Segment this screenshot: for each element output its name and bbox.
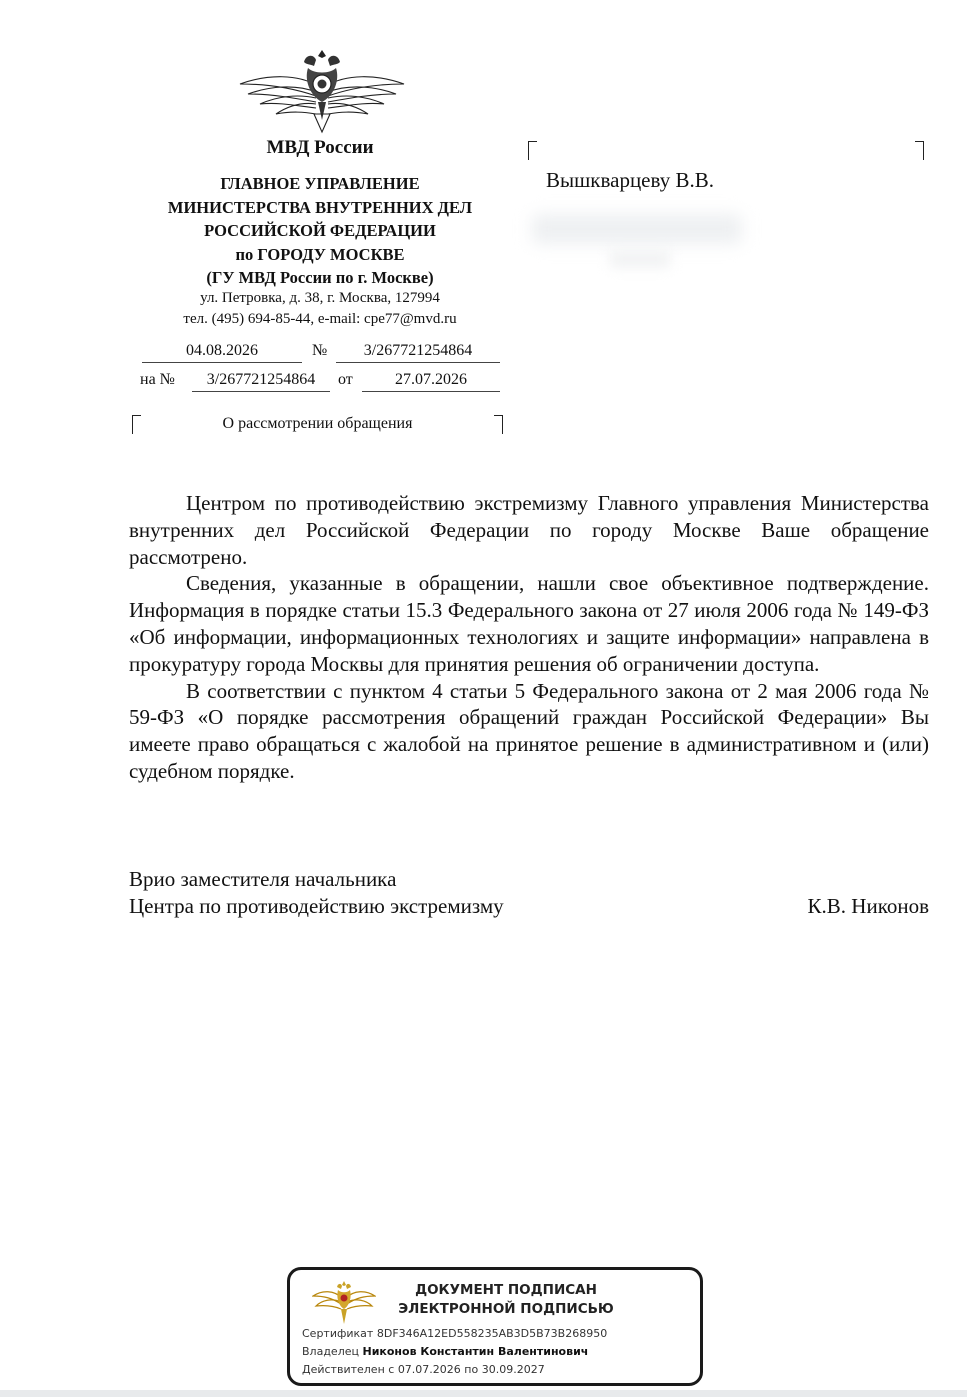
body-paragraph: В соответствии с пунктом 4 статьи 5 Федерального закона от 2 мая 2006 года № 59-ФЗ «О порядке рассмотрения обращений граждан Российской Федерации» Вы имеете право обращаться с жалобой на принятое решение в административном и (или) судебном порядке. xyxy=(129,678,929,783)
valid-to-label: по xyxy=(464,1363,479,1376)
org-line: (ГУ МВД России по г. Москве) xyxy=(206,268,434,287)
ref-from-label: от xyxy=(338,371,353,388)
stamp-title-line2: ЭЛЕКТРОННОЙ ПОДПИСЬЮ xyxy=(398,1301,614,1317)
mvd-emblem-icon xyxy=(312,1278,376,1328)
page-bottom-edge xyxy=(0,1390,967,1397)
corner-bracket xyxy=(528,141,537,160)
letter-body xyxy=(129,490,929,785)
stamp-validity xyxy=(302,1363,545,1376)
corner-bracket xyxy=(915,141,924,160)
certificate-label: Сертификат xyxy=(302,1327,374,1340)
subject-block xyxy=(130,413,505,437)
valid-label: Действителен с xyxy=(302,1363,395,1376)
org-line: РОССИЙСКОЙ ФЕДЕРАЦИИ xyxy=(204,221,436,240)
outgoing-number: 3/267721254864 xyxy=(336,341,500,363)
owner-label: Владелец xyxy=(302,1345,359,1358)
stamp-title xyxy=(386,1281,626,1319)
certificate-value: 8DF346A12ED558235AB3D5B73B268950 xyxy=(376,1327,608,1340)
signer-position-line1: Врио заместителя начальника xyxy=(129,867,397,891)
valid-to: 30.09.2027 xyxy=(481,1363,545,1376)
stamp-certificate xyxy=(302,1327,607,1340)
redacted-address xyxy=(532,214,742,244)
ref-date: 27.07.2026 xyxy=(362,370,500,392)
ref-number-label: на № xyxy=(140,371,175,388)
ref-number: 3/267721254864 xyxy=(192,370,330,392)
org-full-name xyxy=(130,172,510,290)
outgoing-date: 04.08.2026 xyxy=(142,341,302,363)
stamp-owner xyxy=(302,1345,588,1358)
redacted-address xyxy=(610,250,670,268)
valid-from: 07.07.2026 xyxy=(397,1363,461,1376)
number-label: № xyxy=(312,342,328,359)
corner-bracket xyxy=(494,415,503,434)
incoming-reference xyxy=(140,370,500,392)
mvd-emblem-icon xyxy=(238,44,406,136)
subject-text: О рассмотрении обращения xyxy=(222,415,413,432)
org-line: ГЛАВНОЕ УПРАВЛЕНИЕ xyxy=(220,174,420,193)
owner-value: Никонов Константин Валентинович xyxy=(362,1345,589,1358)
stamp-title-line1: ДОКУМЕНТ ПОДПИСАН xyxy=(415,1282,597,1298)
body-paragraph: Сведения, указанные в обращении, нашли свое объективное подтверждение. Информация в порядке статьи 15.3 Федерального закона от 27 июля 2006 года № 149-ФЗ «Об информации, информационных технологиях и защите информации» направлена в прокуратуру города Москвы для принятия решения об ограничении доступа. xyxy=(129,571,929,676)
org-contacts xyxy=(130,288,510,330)
signature-block xyxy=(129,866,929,920)
signer-name: К.В. Никонов xyxy=(807,894,929,918)
org-line: по ГОРОДУ МОСКВЕ xyxy=(235,244,405,264)
org-line: МИНИСТЕРСТВА ВНУТРЕННИХ ДЕЛ xyxy=(167,197,473,217)
org-phone-email: тел. (495) 694-85-44, e-mail: cpe77@mvd.ru xyxy=(183,311,457,327)
outgoing-registration xyxy=(140,341,500,363)
org-address: ул. Петровка, д. 38, г. Москва, 127994 xyxy=(200,290,440,306)
e-signature-stamp xyxy=(287,1267,703,1386)
body-paragraph: Центром по противодействию экстремизму Главного управления Министерства внутренних дел Российской Федерации по городу Москве Ваше обращение рассмотрено. xyxy=(129,491,929,569)
org-short-name: МВД России xyxy=(266,137,374,158)
addressee-name: Вышкварцеву В.В. xyxy=(546,168,714,192)
signer-position-line2: Центра по противодействию экстремизму xyxy=(129,894,504,918)
